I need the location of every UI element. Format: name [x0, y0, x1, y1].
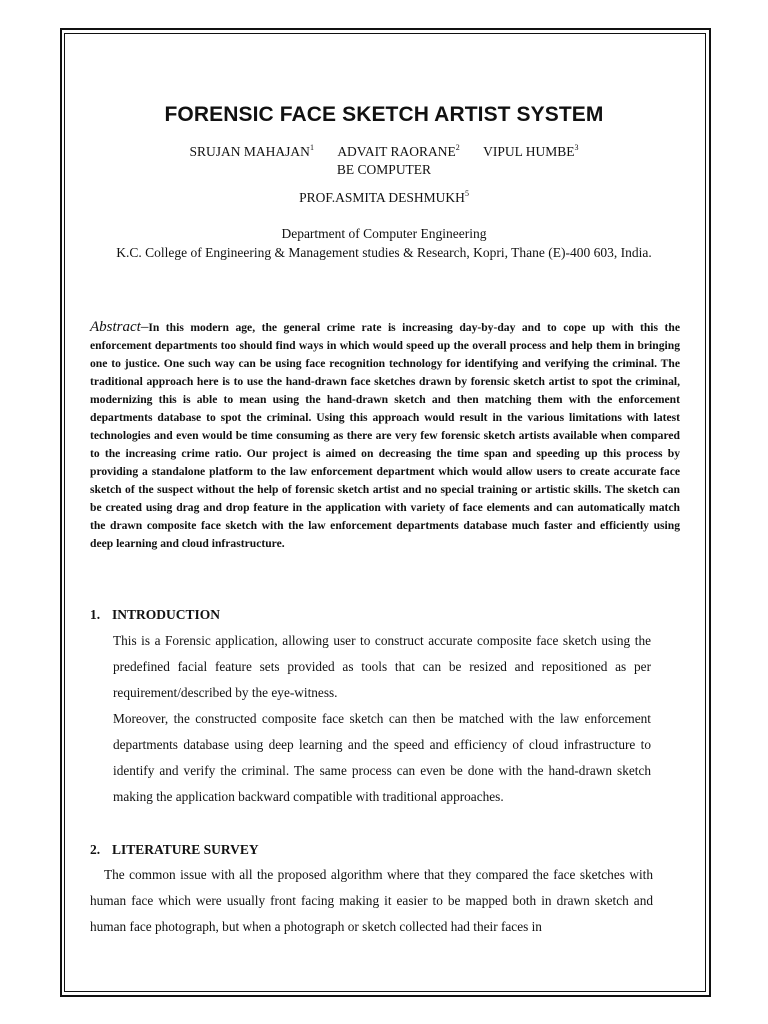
author-superscript: 1	[309, 143, 314, 152]
section-number: 1.	[90, 607, 101, 622]
author-superscript: 3	[574, 143, 579, 152]
author-name: ADVAIT RAORANE	[337, 144, 456, 159]
introduction-paragraph-2: Moreover, the constructed composite face sketch can then be matched with the law enforcement departments database using deep learning and the speed and efficiency of cloud infrastructure to identify and verify the criminal. The same process can even be done with the hand-drawn sketch making the application backward compatible with traditional approaches.	[113, 711, 651, 804]
author-name: SRUJAN MAHAJAN	[189, 144, 310, 159]
professor-line	[0, 190, 768, 206]
professor-superscript: 5	[464, 189, 469, 198]
abstract-label: Abstract–	[90, 319, 149, 335]
college-line: K.C. College of Engineering & Management studies & Research, Kopri, Thane (E)-400 603, India.	[116, 245, 652, 260]
introduction-paragraph-1: This is a Forensic application, allowing user to construct accurate composite face sketch using the predefined facial feature sets provided as tools that can be resized and repositioned as per requirement/described by the eye-witness.	[113, 633, 651, 700]
author-list	[0, 144, 768, 160]
section-number: 2.	[90, 842, 101, 857]
course-line: BE COMPUTER	[336, 162, 432, 177]
abstract-text: In this modern age, the general crime rate is increasing day-by-day and to cope up with this the enforcement departments too should find ways in which would speed up the overall process and help them in bringing one to justice. One such way can be using face recognition technology for identifying and verifying the criminal. The traditional approach here is to use the hand-drawn face sketches drawn by forensic sketch artist to spot the criminal, modernizing this is able to mean using the hand-drawn sketch and then matching them with the enforcement departments database to spot the criminal. Using this approach would result in the various limitations with latest technologies and even would be time consuming as there are very few forensic sketch artists available when compared to the increasing crime ratio. Our project is aimed on decreasing the time span and speeding up this process by providing a standalone platform to the law enforcement department which would allow users to create accurate face sketch of the suspect without the help of forensic sketch artist and no special training or artistic skills. The sketch can be created using drag and drop feature in the application with variety of face elements and can automatically match the drawn composite face sketch with the law enforcement departments database much faster and efficiently using deep learning and cloud infrastructure.	[90, 321, 680, 550]
professor-name: PROF.ASMITA DESHMUKH	[299, 190, 465, 205]
author-1	[190, 144, 314, 160]
author-2	[337, 144, 459, 160]
abstract	[90, 318, 680, 553]
author-name: VIPUL HUMBE	[483, 144, 575, 159]
section-heading-introduction	[90, 607, 220, 623]
author-superscript: 2	[455, 143, 460, 152]
department-line: Department of Computer Engineering	[281, 226, 487, 241]
author-3	[483, 144, 578, 160]
section-title: LITERATURE SURVEY	[112, 842, 259, 857]
literature-survey-paragraph-1: The common issue with all the proposed algorithm where that they compared the face sketches with human face which were usually front facing making it easier to be mapped both in drawn sketch and human face photograph, but when a photograph or sketch collected had their faces in	[90, 867, 653, 934]
section-title: INTRODUCTION	[112, 607, 221, 622]
paper-title: FORENSIC FACE SKETCH ARTIST SYSTEM	[164, 103, 604, 126]
section-heading-literature-survey	[90, 842, 259, 858]
